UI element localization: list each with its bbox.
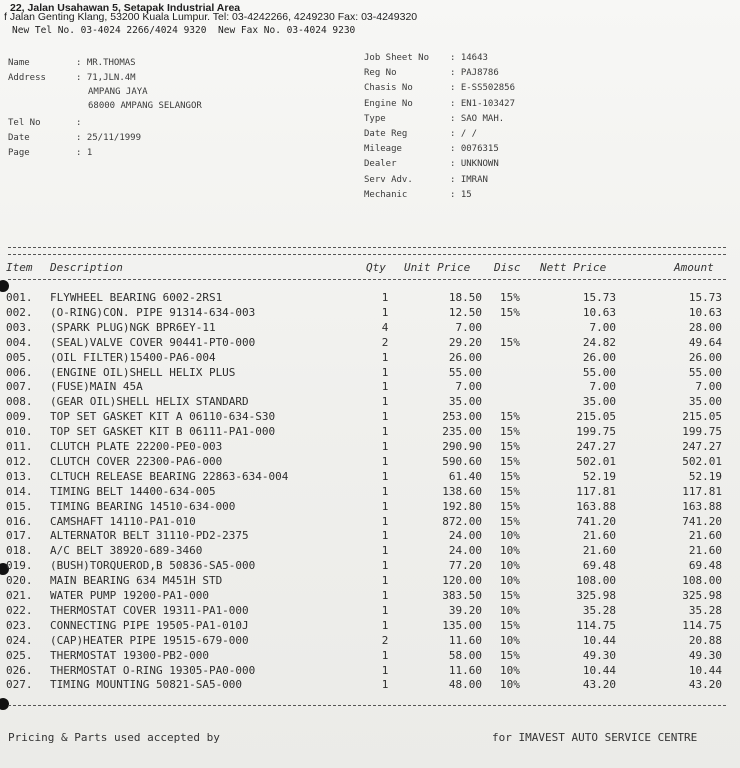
item-description: CONNECTING PIPE 19505-PA1-010J xyxy=(50,618,249,632)
item-amount: 325.98 xyxy=(682,589,722,602)
item-discount: 15% xyxy=(500,291,520,304)
item-nett-price: 108.00 xyxy=(576,574,616,588)
item-description: (BUSH)TORQUEROD,B 50836-SA5-000 xyxy=(50,559,256,573)
item-description: TOP SET GASKET KIT B 06111-PA1-000 xyxy=(50,425,276,439)
item-discount: 15% xyxy=(500,440,520,453)
item-nett-price: 215.05 xyxy=(576,410,616,424)
item-number: 010. xyxy=(6,425,33,439)
item-description: TIMING BELT 14400-634-005 xyxy=(50,484,216,498)
item-number: 016. xyxy=(6,514,33,528)
item-nett-price: 15.73 xyxy=(582,291,616,304)
item-description: (CAP)HEATER PIPE 19515-679-000 xyxy=(50,633,249,647)
company-new-fax: New Fax No. 03-4024 9230 xyxy=(218,25,356,36)
item-unit-price: 61.40 xyxy=(448,469,482,483)
col-qty: Qty xyxy=(366,261,386,274)
job-value: : 14643 xyxy=(450,53,488,63)
table-row xyxy=(0,604,740,619)
col-description: Description xyxy=(50,261,123,274)
item-nett-price: 21.60 xyxy=(582,544,616,558)
item-qty: 1 xyxy=(381,440,389,453)
header-bottom-rule xyxy=(8,279,726,280)
table-row xyxy=(0,336,740,351)
item-unit-price: 120.00 xyxy=(442,574,482,588)
item-amount: 199.75 xyxy=(682,425,722,439)
item-qty: 1 xyxy=(381,350,389,364)
item-discount: 10% xyxy=(500,559,520,573)
item-qty: 1 xyxy=(381,574,389,588)
item-nett-price: 7.00 xyxy=(589,380,616,394)
item-description: THERMOSTAT 19300-PB2-000 xyxy=(50,648,209,662)
table-row xyxy=(0,351,740,366)
item-description: CAMSHAFT 14110-PA1-010 xyxy=(50,514,196,528)
table-row xyxy=(0,649,740,664)
item-description: WATER PUMP 19200-PA1-000 xyxy=(50,589,209,602)
item-description: (O-RING)CON. PIPE 91314-634-003 xyxy=(50,305,256,319)
table-top-rule xyxy=(8,247,726,248)
item-nett-price: 10.63 xyxy=(582,305,616,319)
job-value: : SAO MAH. xyxy=(450,113,505,124)
item-number: 002. xyxy=(6,305,33,319)
item-qty: 1 xyxy=(381,618,389,632)
job-label: Chasis No xyxy=(364,83,413,94)
job-value: : / / xyxy=(450,129,478,139)
item-discount: 15% xyxy=(500,335,520,349)
job-value: : 0076315 xyxy=(450,144,499,155)
item-unit-price: 11.60 xyxy=(448,663,482,677)
item-unit-price: 58.00 xyxy=(448,648,482,662)
item-amount: 15.73 xyxy=(688,291,722,304)
item-qty: 2 xyxy=(381,633,389,647)
company-address-line2: f Jalan Genting Klang, 53200 Kuala Lumpur. Tel: 03-4242266, 4249230 Fax: 03-4249320 xyxy=(4,11,418,23)
item-description: A/C BELT 38920-689-3460 xyxy=(50,544,203,558)
item-description: FLYWHEEL BEARING 6002-2RS1 xyxy=(50,291,223,304)
item-nett-price: 163.88 xyxy=(576,499,616,513)
item-unit-price: 12.50 xyxy=(448,305,482,319)
item-qty: 1 xyxy=(381,663,389,677)
item-unit-price: 29.20 xyxy=(448,335,482,349)
job-label: Engine No xyxy=(364,98,413,109)
customer-address-line2: AMPANG JAYA xyxy=(88,87,148,97)
item-discount: 15% xyxy=(500,469,520,483)
item-amount: 502.01 xyxy=(682,454,722,468)
item-discount: 10% xyxy=(500,544,520,558)
item-nett-price: 199.75 xyxy=(576,425,616,439)
item-nett-price: 10.44 xyxy=(582,663,616,677)
table-row xyxy=(0,440,740,455)
item-discount: 15% xyxy=(500,499,520,513)
item-amount: 114.75 xyxy=(682,618,722,632)
job-value: : EN1-103427 xyxy=(450,98,516,109)
item-description: TIMING MOUNTING 50821-SA5-000 xyxy=(50,678,243,692)
customer-date: : 25/11/1999 xyxy=(76,133,142,143)
table-row xyxy=(0,485,740,500)
item-discount: 10% xyxy=(500,678,520,692)
item-discount: 15% xyxy=(500,514,520,528)
job-label: Mechanic xyxy=(364,189,408,200)
item-description: MAIN BEARING 634 M451H STD xyxy=(50,574,223,588)
item-amount: 163.88 xyxy=(682,499,722,513)
item-unit-price: 138.60 xyxy=(442,484,482,498)
address-label: Address xyxy=(8,73,46,83)
customer-tel: : xyxy=(76,118,82,128)
item-qty: 1 xyxy=(381,305,389,319)
item-number: 026. xyxy=(6,663,33,677)
item-discount: 15% xyxy=(500,410,520,424)
item-description: THERMOSTAT O-RING 19305-PA0-000 xyxy=(50,663,256,677)
item-qty: 1 xyxy=(381,529,389,543)
item-number: 023. xyxy=(6,618,33,632)
col-nett-price: Nett Price xyxy=(540,261,607,274)
item-number: 009. xyxy=(6,410,33,424)
item-number: 022. xyxy=(6,603,33,617)
punch-hole-bottom xyxy=(0,698,9,710)
item-description: (GEAR OIL)SHELL HELIX STANDARD xyxy=(50,395,249,409)
item-discount: 15% xyxy=(500,484,520,498)
col-item: Item xyxy=(6,261,33,274)
item-number: 008. xyxy=(6,395,33,409)
item-number: 020. xyxy=(6,574,33,588)
item-description: CLUTCH PLATE 22200-PE0-003 xyxy=(50,440,223,453)
item-nett-price: 35.00 xyxy=(582,395,616,409)
item-number: 006. xyxy=(6,365,33,379)
item-unit-price: 290.90 xyxy=(442,440,482,453)
table-bottom-rule xyxy=(8,705,726,706)
item-discount: 10% xyxy=(500,633,520,647)
item-number: 007. xyxy=(6,380,33,394)
item-unit-price: 192.80 xyxy=(442,499,482,513)
job-value: : UNKNOWN xyxy=(450,159,499,170)
item-discount: 15% xyxy=(500,305,520,319)
item-nett-price: 117.81 xyxy=(576,484,616,498)
item-qty: 1 xyxy=(381,469,389,483)
job-label: Serv Adv. xyxy=(364,174,413,185)
item-number: 001. xyxy=(6,291,33,304)
item-description: THERMOSTAT COVER 19311-PA1-000 xyxy=(50,603,249,617)
item-amount: 10.44 xyxy=(688,663,722,677)
table-row xyxy=(0,678,740,693)
item-unit-price: 35.00 xyxy=(448,395,482,409)
table-row xyxy=(0,574,740,589)
item-qty: 1 xyxy=(381,499,389,513)
item-amount: 21.60 xyxy=(688,544,722,558)
item-unit-price: 39.20 xyxy=(448,603,482,617)
item-number: 011. xyxy=(6,440,33,453)
item-discount: 15% xyxy=(500,618,520,632)
item-amount: 49.64 xyxy=(688,335,722,349)
item-qty: 1 xyxy=(381,410,389,424)
item-qty: 1 xyxy=(381,425,389,439)
name-label: Name xyxy=(8,58,30,68)
table-row xyxy=(0,306,740,321)
item-description: CLUTCH COVER 22300-PA6-000 xyxy=(50,454,223,468)
item-unit-price: 872.00 xyxy=(442,514,482,528)
tel-label: Tel No xyxy=(8,118,41,128)
item-number: 004. xyxy=(6,335,33,349)
item-number: 027. xyxy=(6,678,33,692)
company-address-line1: 22, Jalan Usahawan 5, Setapak Industrial Area xyxy=(10,2,241,14)
item-amount: 741.20 xyxy=(682,514,722,528)
item-amount: 28.00 xyxy=(688,320,722,334)
item-amount: 43.20 xyxy=(688,678,722,692)
item-nett-price: 52.19 xyxy=(582,469,616,483)
item-qty: 1 xyxy=(381,589,389,602)
item-unit-price: 24.00 xyxy=(448,544,482,558)
item-amount: 21.60 xyxy=(688,529,722,543)
col-unit-price: Unit Price xyxy=(404,261,471,274)
item-amount: 35.00 xyxy=(688,395,722,409)
company-new-tel: New Tel No. 03-4024 2266/4024 9320 xyxy=(12,25,207,36)
header-top-rule xyxy=(8,254,726,255)
item-discount: 15% xyxy=(500,425,520,439)
page-number: : 1 xyxy=(76,148,93,158)
item-number: 005. xyxy=(6,350,33,364)
item-unit-price: 253.00 xyxy=(442,410,482,424)
item-nett-price: 502.01 xyxy=(576,454,616,468)
item-discount: 10% xyxy=(500,603,520,617)
item-nett-price: 7.00 xyxy=(589,320,616,334)
item-amount: 26.00 xyxy=(688,350,722,364)
table-row xyxy=(0,455,740,470)
item-nett-price: 49.30 xyxy=(582,648,616,662)
item-number: 018. xyxy=(6,544,33,558)
col-amount: Amount xyxy=(674,261,714,274)
item-qty: 1 xyxy=(381,365,389,379)
item-qty: 2 xyxy=(381,335,389,349)
item-amount: 247.27 xyxy=(682,440,722,453)
customer-address-line3: 68000 AMPANG SELANGOR xyxy=(88,101,202,111)
item-discount: 15% xyxy=(500,648,520,662)
item-nett-price: 741.20 xyxy=(576,514,616,528)
item-nett-price: 114.75 xyxy=(576,618,616,632)
customer-address-line1: : 71,JLN.4M xyxy=(76,73,136,83)
item-unit-price: 24.00 xyxy=(448,529,482,543)
item-qty: 1 xyxy=(381,454,389,468)
job-label: Type xyxy=(364,113,386,124)
table-row xyxy=(0,425,740,440)
item-number: 012. xyxy=(6,454,33,468)
item-amount: 35.28 xyxy=(688,603,722,617)
table-row xyxy=(0,366,740,381)
item-qty: 4 xyxy=(381,320,389,334)
item-number: 015. xyxy=(6,499,33,513)
item-qty: 1 xyxy=(381,395,389,409)
table-row xyxy=(0,529,740,544)
item-description: (SEAL)VALVE COVER 90441-PT0-000 xyxy=(50,335,256,349)
item-qty: 1 xyxy=(381,544,389,558)
footer-company: for IMAVEST AUTO SERVICE CENTRE xyxy=(492,731,698,744)
table-row xyxy=(0,664,740,679)
item-amount: 49.30 xyxy=(688,648,722,662)
item-unit-price: 590.60 xyxy=(442,454,482,468)
job-value: : 15 xyxy=(450,189,472,200)
item-number: 024. xyxy=(6,633,33,647)
table-row xyxy=(0,500,740,515)
item-unit-price: 7.00 xyxy=(455,320,482,334)
item-number: 014. xyxy=(6,484,33,498)
item-description: ALTERNATOR BELT 31110-PD2-2375 xyxy=(50,529,249,543)
item-number: 017. xyxy=(6,529,33,543)
item-unit-price: 235.00 xyxy=(442,425,482,439)
item-nett-price: 325.98 xyxy=(576,589,616,602)
item-amount: 69.48 xyxy=(688,559,722,573)
item-description: (OIL FILTER)15400-PA6-004 xyxy=(50,350,216,364)
item-unit-price: 11.60 xyxy=(448,633,482,647)
item-unit-price: 55.00 xyxy=(448,365,482,379)
item-nett-price: 69.48 xyxy=(582,559,616,573)
item-nett-price: 55.00 xyxy=(582,365,616,379)
table-row xyxy=(0,634,740,649)
table-row xyxy=(0,321,740,336)
table-row xyxy=(0,589,740,604)
item-unit-price: 135.00 xyxy=(442,618,482,632)
item-unit-price: 18.50 xyxy=(448,291,482,304)
item-nett-price: 21.60 xyxy=(582,529,616,543)
item-qty: 1 xyxy=(381,380,389,394)
table-row xyxy=(0,395,740,410)
item-discount: 15% xyxy=(500,589,520,602)
item-amount: 7.00 xyxy=(695,380,722,394)
job-value: : PAJ8786 xyxy=(450,68,499,79)
table-row xyxy=(0,470,740,485)
item-qty: 1 xyxy=(381,648,389,662)
job-label: Dealer xyxy=(364,159,397,170)
item-description: (FUSE)MAIN 45A xyxy=(50,380,143,394)
item-qty: 1 xyxy=(381,559,389,573)
item-number: 013. xyxy=(6,469,33,483)
item-unit-price: 77.20 xyxy=(448,559,482,573)
item-qty: 1 xyxy=(381,291,389,304)
item-qty: 1 xyxy=(381,514,389,528)
job-label: Reg No xyxy=(364,68,397,79)
item-number: 019. xyxy=(6,559,33,573)
table-row xyxy=(0,291,740,306)
item-nett-price: 43.20 xyxy=(582,678,616,692)
table-row xyxy=(0,515,740,530)
item-nett-price: 35.28 xyxy=(582,603,616,617)
date-label: Date xyxy=(8,133,30,143)
item-amount: 55.00 xyxy=(688,365,722,379)
col-disc: Disc xyxy=(494,261,521,274)
table-row xyxy=(0,544,740,559)
item-description: (SPARK PLUG)NGK BPR6EY-11 xyxy=(50,320,216,334)
table-row xyxy=(0,619,740,634)
item-nett-price: 10.44 xyxy=(582,633,616,647)
item-discount: 10% xyxy=(500,663,520,677)
item-qty: 1 xyxy=(381,678,389,692)
item-qty: 1 xyxy=(381,603,389,617)
item-description: TIMING BEARING 14510-634-000 xyxy=(50,499,236,513)
item-nett-price: 24.82 xyxy=(582,335,616,349)
job-label: Job Sheet No xyxy=(364,53,430,63)
job-value: : E-SS502856 xyxy=(450,83,516,94)
item-unit-price: 26.00 xyxy=(448,350,482,364)
table-row xyxy=(0,559,740,574)
job-label: Date Reg xyxy=(364,129,408,139)
customer-name: : MR.THOMAS xyxy=(76,58,136,68)
item-discount: 10% xyxy=(500,529,520,543)
item-amount: 215.05 xyxy=(682,410,722,424)
item-amount: 10.63 xyxy=(688,305,722,319)
job-label: Mileage xyxy=(364,144,402,155)
table-row xyxy=(0,410,740,425)
item-number: 003. xyxy=(6,320,33,334)
item-description: TOP SET GASKET KIT A 06110-634-S30 xyxy=(50,410,276,424)
item-discount: 10% xyxy=(500,574,520,588)
footer-accepted-by: Pricing & Parts used accepted by xyxy=(8,731,220,744)
item-number: 021. xyxy=(6,589,33,602)
item-qty: 1 xyxy=(381,484,389,498)
job-value: : IMRAN xyxy=(450,174,488,185)
item-description: (ENGINE OIL)SHELL HELIX PLUS xyxy=(50,365,236,379)
item-number: 025. xyxy=(6,648,33,662)
item-unit-price: 383.50 xyxy=(442,589,482,602)
item-amount: 117.81 xyxy=(682,484,722,498)
item-unit-price: 48.00 xyxy=(448,678,482,692)
item-amount: 108.00 xyxy=(682,574,722,588)
table-row xyxy=(0,380,740,395)
item-nett-price: 247.27 xyxy=(576,440,616,453)
item-nett-price: 26.00 xyxy=(582,350,616,364)
item-description: CLTUCH RELEASE BEARING 22863-634-004 xyxy=(50,469,289,483)
item-unit-price: 7.00 xyxy=(455,380,482,394)
item-amount: 20.88 xyxy=(688,633,722,647)
item-discount: 15% xyxy=(500,454,520,468)
item-amount: 52.19 xyxy=(688,469,722,483)
page-label: Page xyxy=(8,148,30,158)
